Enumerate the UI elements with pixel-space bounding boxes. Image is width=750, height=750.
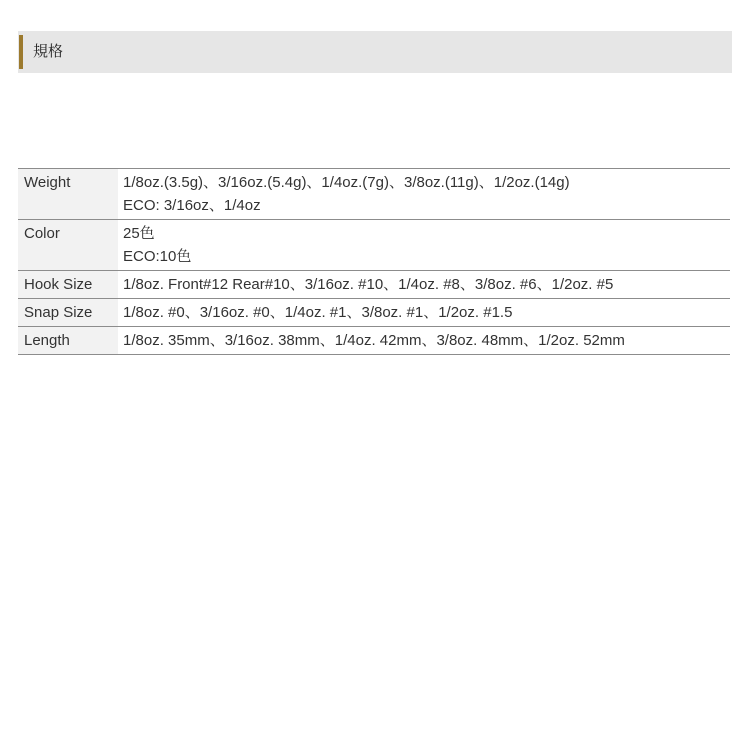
spec-value-line: 1/8oz. Front#12 Rear#10、3/16oz. #10、1/4oz. #8、3/8oz. #6、1/2oz. #5 xyxy=(123,276,614,293)
spec-row-label: Length xyxy=(18,327,118,354)
spec-row-value xyxy=(118,169,730,219)
spec-value-line: 1/8oz. #0、3/16oz. #0、1/4oz. #1、3/8oz. #1、1/2oz. #1.5 xyxy=(123,304,513,321)
spec-value-line: 1/8oz.(3.5g)、3/16oz.(5.4g)、1/4oz.(7g)、3/8oz.(11g)、1/2oz.(14g) xyxy=(123,174,570,191)
accent-bar xyxy=(19,35,23,69)
spec-row xyxy=(18,169,730,220)
spec-row-value xyxy=(118,271,730,298)
spec-row xyxy=(18,271,730,299)
spec-table xyxy=(18,168,730,355)
spec-value-line: ECO:10色 xyxy=(123,248,192,265)
spec-row-value xyxy=(118,220,730,270)
spec-value-line: ECO: 3/16oz、1/4oz xyxy=(123,197,261,214)
spec-row-value xyxy=(118,299,730,326)
spec-row xyxy=(18,327,730,355)
spec-value-line: 25色 xyxy=(123,225,155,242)
spec-row-label: Weight xyxy=(18,169,118,219)
spec-row-value xyxy=(118,327,730,354)
section-title: 規格 xyxy=(33,43,64,60)
spec-row-label: Snap Size xyxy=(18,299,118,326)
spec-row xyxy=(18,299,730,327)
spec-row xyxy=(18,220,730,271)
spec-row-label: Hook Size xyxy=(18,271,118,298)
spec-value-line: 1/8oz. 35mm、3/16oz. 38mm、1/4oz. 42mm、3/8oz. 48mm、1/2oz. 52mm xyxy=(123,332,625,349)
section-header xyxy=(18,31,732,73)
spec-row-label: Color xyxy=(18,220,118,270)
